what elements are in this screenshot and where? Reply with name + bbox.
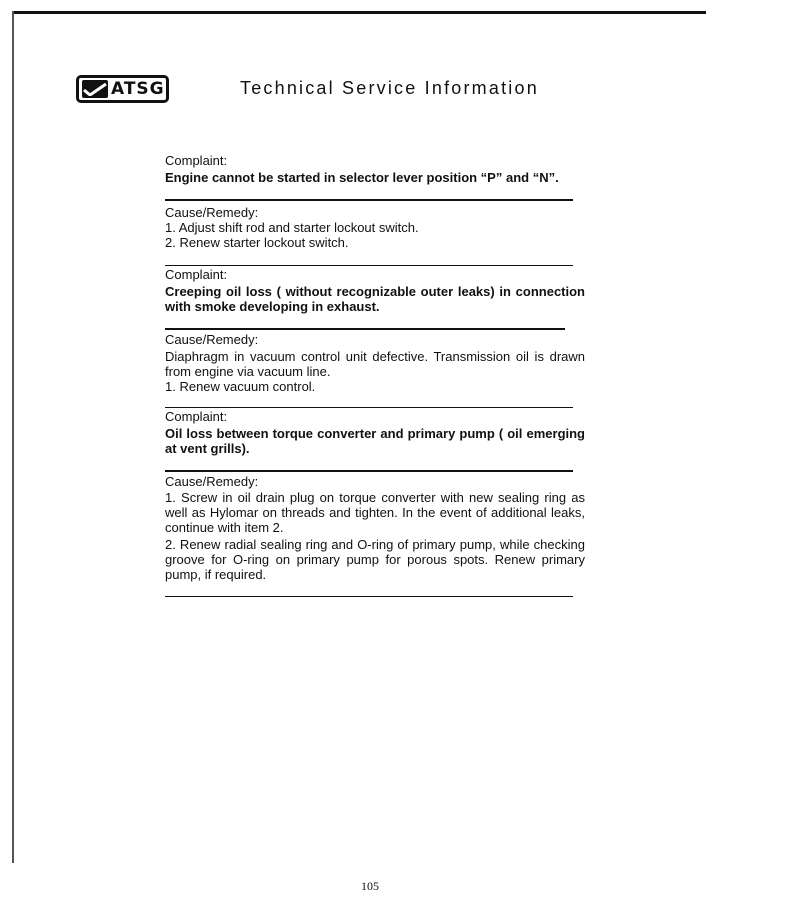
complaint-label: Complaint: [165,153,228,168]
remedy-item: 1. Screw in oil drain plug on torque converter with new sealing ring as well as Hylomar on threads and tighten. In the event of additional leaks, continue with item 2. [165,489,585,535]
atsg-logo [76,75,169,103]
remedy-label: Cause/Remedy: [165,204,259,220]
divider [165,199,573,201]
page-frame-top [12,11,706,14]
divider [165,328,565,330]
remedy-item: 1. Renew vacuum control. [165,378,316,394]
complaint-text: Oil loss between torque converter and primary pump ( oil emerging at vent grills). [165,426,585,456]
remedy-item: 1. Adjust shift rod and starter lockout switch. [165,219,419,235]
page-title: Technical Service Information [240,78,539,98]
divider [165,407,573,409]
complaint-text: Creeping oil loss ( without recognizable outer leaks) in connection with smoke developing in exhaust. [165,284,585,314]
remedy-item: 2. Renew radial sealing ring and O-ring of primary pump, while checking groove for O-ring on primary pump for porous spots. Renew primary pump, if required. [165,536,585,582]
divider [165,265,573,267]
divider [165,596,573,598]
divider [165,470,573,472]
remedy-label: Cause/Remedy: [165,473,259,489]
page-frame-left [12,11,14,863]
remedy-item: Diaphragm in vacuum control unit defective. Transmission oil is drawn from engine via vacuum line. [165,348,585,379]
remedy-item: 2. Renew starter lockout switch. [165,234,349,250]
checkmark-icon [82,80,108,98]
complaint-text: Engine cannot be started in selector lever position “P” and “N”. [165,170,559,185]
logo-text: ATSG [111,78,165,99]
remedy-label: Cause/Remedy: [165,331,259,347]
document-body [165,153,585,597]
complaint-label: Complaint: [165,409,228,424]
complaint-label: Complaint: [165,267,228,282]
page-number: 105 [361,879,379,893]
